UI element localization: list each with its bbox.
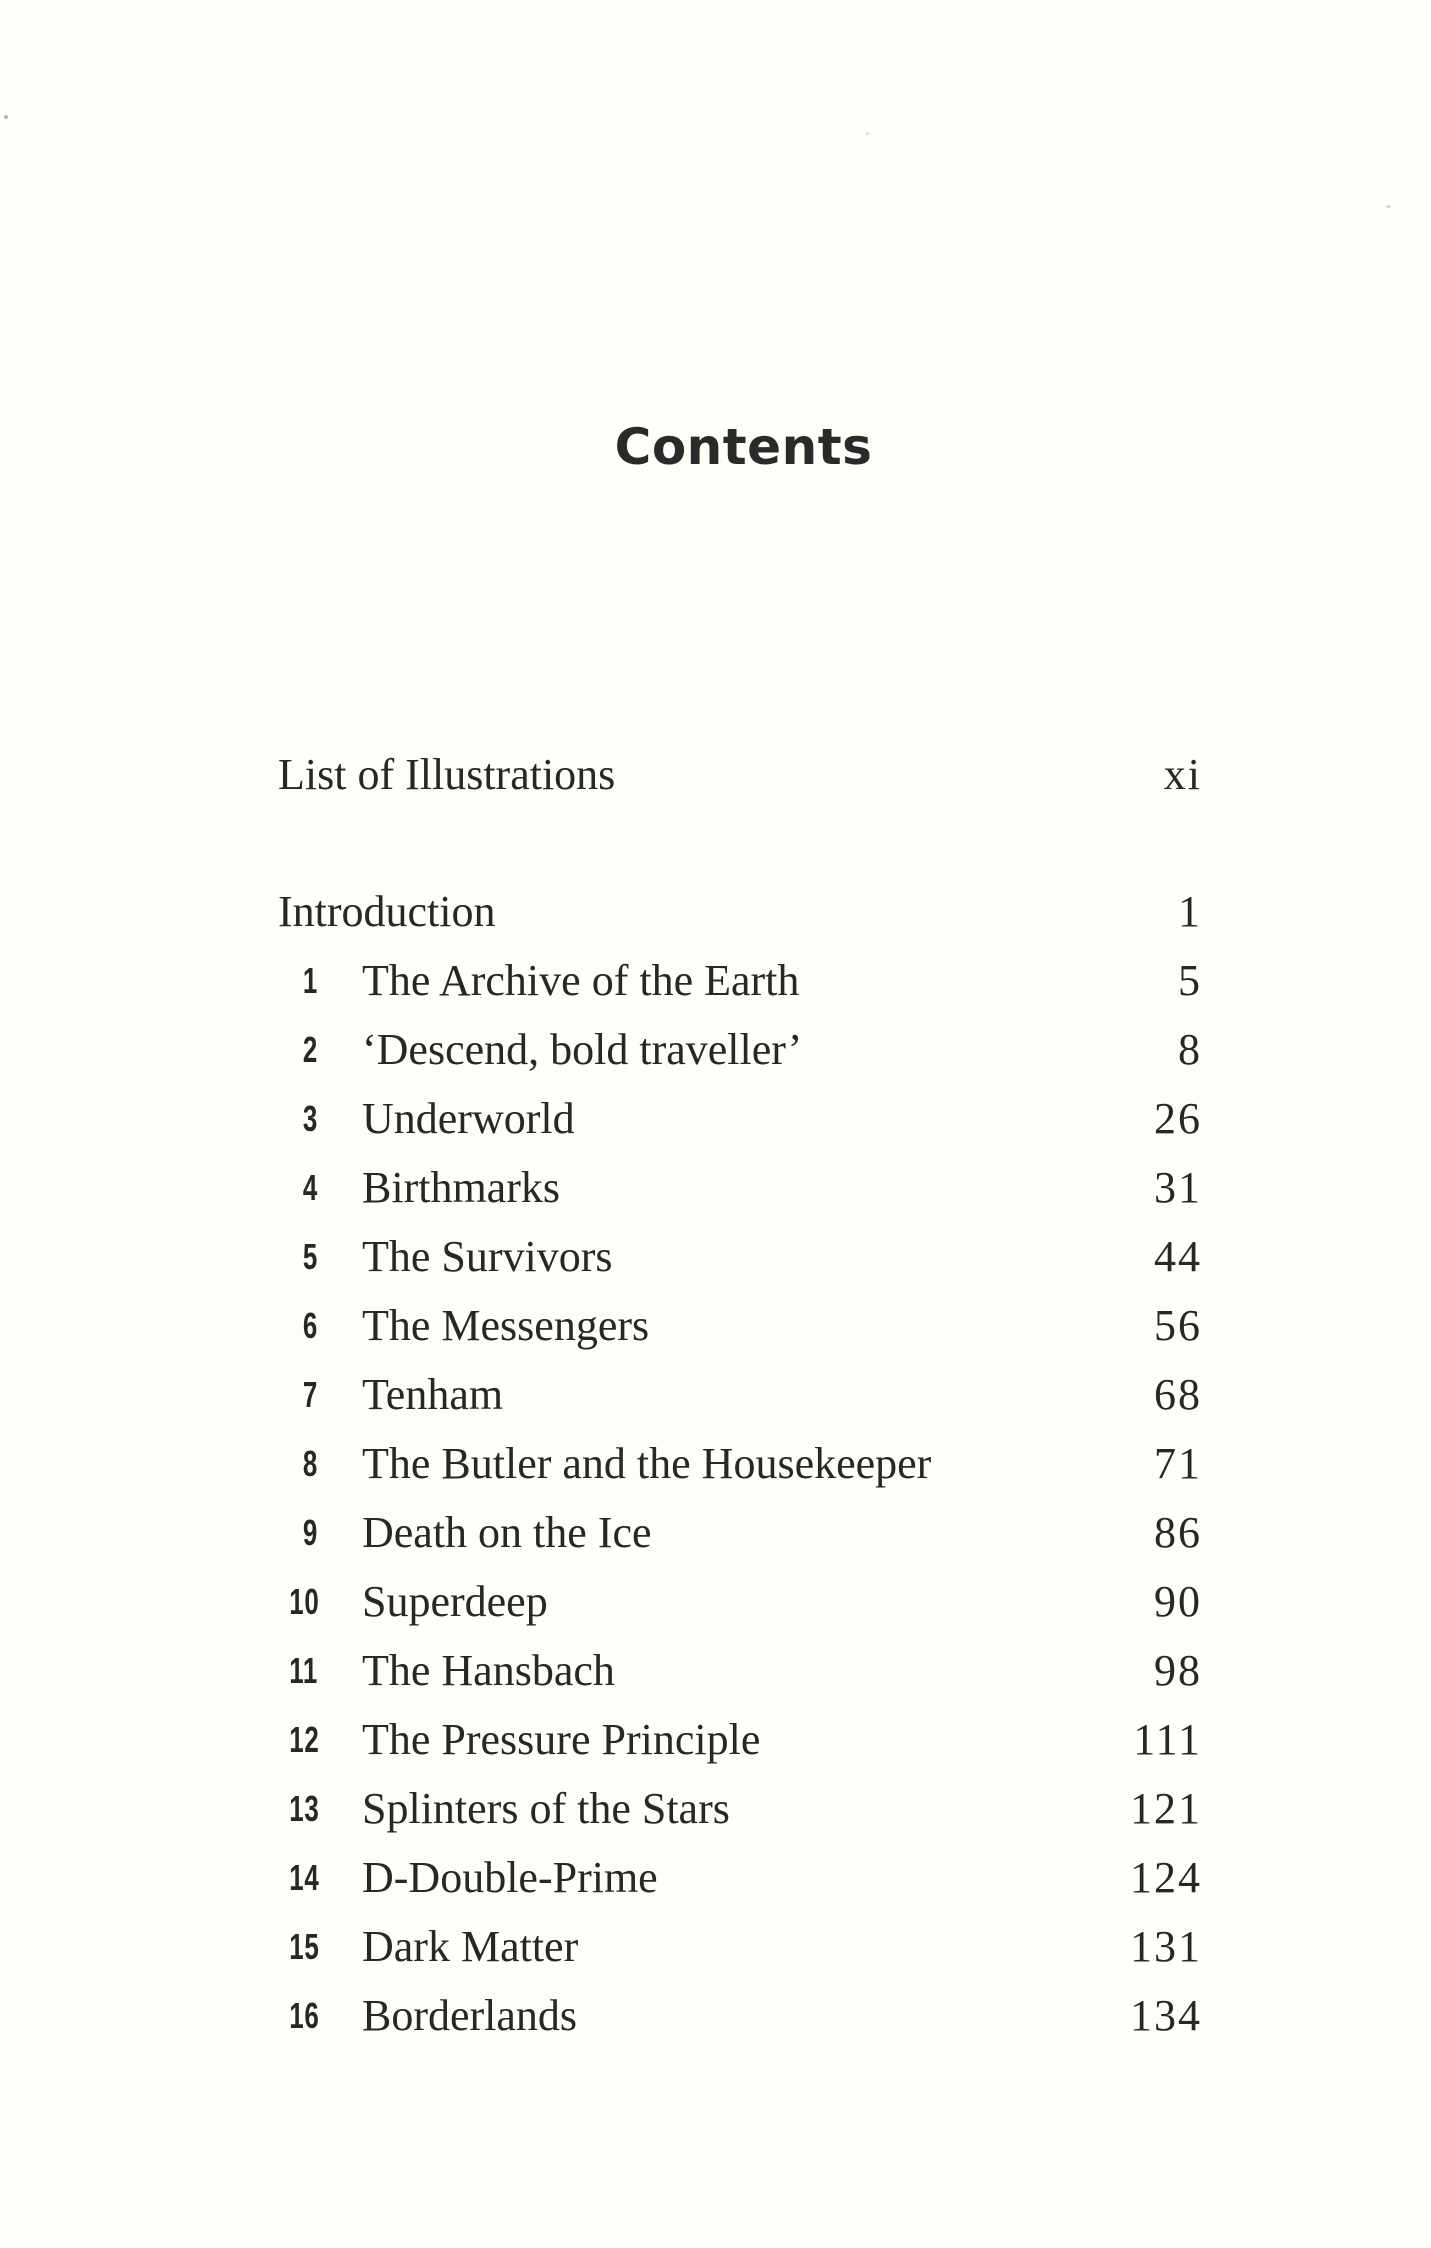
chapter-number: 8 xyxy=(302,1443,318,1484)
toc-chapter-row[interactable] xyxy=(278,1227,1202,1287)
toc-chapter-row[interactable] xyxy=(278,1848,1202,1908)
chapter-number: 13 xyxy=(289,1788,320,1829)
chapter-title: Death on the Ice xyxy=(362,1508,652,1557)
chapter-number: 5 xyxy=(302,1236,318,1277)
chapter-page: 44 xyxy=(1154,1232,1202,1281)
toc-entry-page: xi xyxy=(1163,750,1202,799)
chapter-number: 7 xyxy=(302,1374,318,1415)
scan-speck xyxy=(1386,205,1391,208)
toc-entry-label: Introduction xyxy=(278,887,496,936)
toc-chapter-row[interactable] xyxy=(278,1089,1202,1149)
toc-chapter-row[interactable] xyxy=(278,1572,1202,1632)
chapter-number: 11 xyxy=(289,1650,319,1691)
toc-entry-list-of-illustrations[interactable] xyxy=(278,745,1202,805)
chapter-page: 56 xyxy=(1154,1301,1202,1350)
chapter-title: Birthmarks xyxy=(362,1163,560,1212)
chapter-page: 111 xyxy=(1133,1715,1202,1764)
chapter-title: D-Double-Prime xyxy=(362,1853,658,1902)
toc-chapter-row[interactable] xyxy=(278,1986,1202,2046)
chapter-number: 3 xyxy=(302,1098,318,1139)
chapter-page: 68 xyxy=(1154,1370,1202,1419)
chapter-number: 2 xyxy=(302,1029,318,1070)
chapter-page: 86 xyxy=(1154,1508,1202,1557)
toc-entry-introduction[interactable] xyxy=(278,882,1202,942)
chapter-page: 98 xyxy=(1154,1646,1202,1695)
chapter-title: Dark Matter xyxy=(362,1922,579,1971)
chapter-number: 10 xyxy=(289,1581,320,1622)
chapter-number: 16 xyxy=(289,1995,320,2036)
toc-chapter-row[interactable] xyxy=(278,1020,1202,1080)
chapter-page: 90 xyxy=(1154,1577,1202,1626)
page-title: Contents xyxy=(614,418,873,476)
chapter-title: Borderlands xyxy=(362,1991,578,2040)
toc-chapter-row[interactable] xyxy=(278,1296,1202,1356)
toc-entry-label: List of Illustrations xyxy=(278,750,616,799)
toc-chapter-row[interactable] xyxy=(278,1779,1202,1839)
toc-chapter-row[interactable] xyxy=(278,1917,1202,1977)
scan-speck xyxy=(4,115,8,119)
chapter-title: The Messengers xyxy=(362,1301,650,1350)
chapter-title: The Pressure Principle xyxy=(362,1715,761,1764)
chapter-number: 12 xyxy=(289,1719,320,1760)
toc-chapter-row[interactable] xyxy=(278,951,1202,1011)
chapter-title: Underworld xyxy=(362,1094,575,1143)
chapter-page: 26 xyxy=(1154,1094,1202,1143)
chapter-page: 134 xyxy=(1130,1991,1202,2040)
chapter-title: Splinters of the Stars xyxy=(362,1784,730,1833)
chapter-number: 6 xyxy=(302,1305,318,1346)
toc-chapter-row[interactable] xyxy=(278,1158,1202,1218)
chapter-number: 4 xyxy=(302,1167,318,1208)
chapter-number: 9 xyxy=(302,1512,318,1553)
toc-chapter-row[interactable] xyxy=(278,1503,1202,1563)
chapter-page: 5 xyxy=(1178,956,1202,1005)
chapter-title: Tenham xyxy=(362,1370,504,1419)
toc-chapter-row[interactable] xyxy=(278,1641,1202,1701)
toc-chapter-row[interactable] xyxy=(278,1710,1202,1770)
chapter-page: 124 xyxy=(1130,1853,1202,1902)
chapter-number: 1 xyxy=(302,960,318,1001)
chapter-page: 131 xyxy=(1130,1922,1202,1971)
chapter-page: 71 xyxy=(1154,1439,1202,1488)
chapter-number: 15 xyxy=(289,1926,320,1967)
chapter-title: The Butler and the Housekeeper xyxy=(362,1439,932,1488)
chapter-title: The Survivors xyxy=(362,1232,613,1281)
toc-chapter-row[interactable] xyxy=(278,1365,1202,1425)
chapter-page: 31 xyxy=(1154,1163,1202,1212)
chapter-number: 14 xyxy=(289,1857,320,1898)
chapter-title: ‘Descend, bold traveller’ xyxy=(362,1025,803,1074)
chapter-page: 121 xyxy=(1130,1784,1202,1833)
chapter-page: 8 xyxy=(1178,1025,1202,1074)
chapter-title: Superdeep xyxy=(362,1577,548,1626)
toc-chapter-row[interactable] xyxy=(278,1434,1202,1494)
scan-speck xyxy=(866,132,869,135)
toc-entry-page: 1 xyxy=(1178,887,1202,936)
chapter-title: The Hansbach xyxy=(362,1646,615,1695)
chapter-title: The Archive of the Earth xyxy=(362,956,800,1005)
